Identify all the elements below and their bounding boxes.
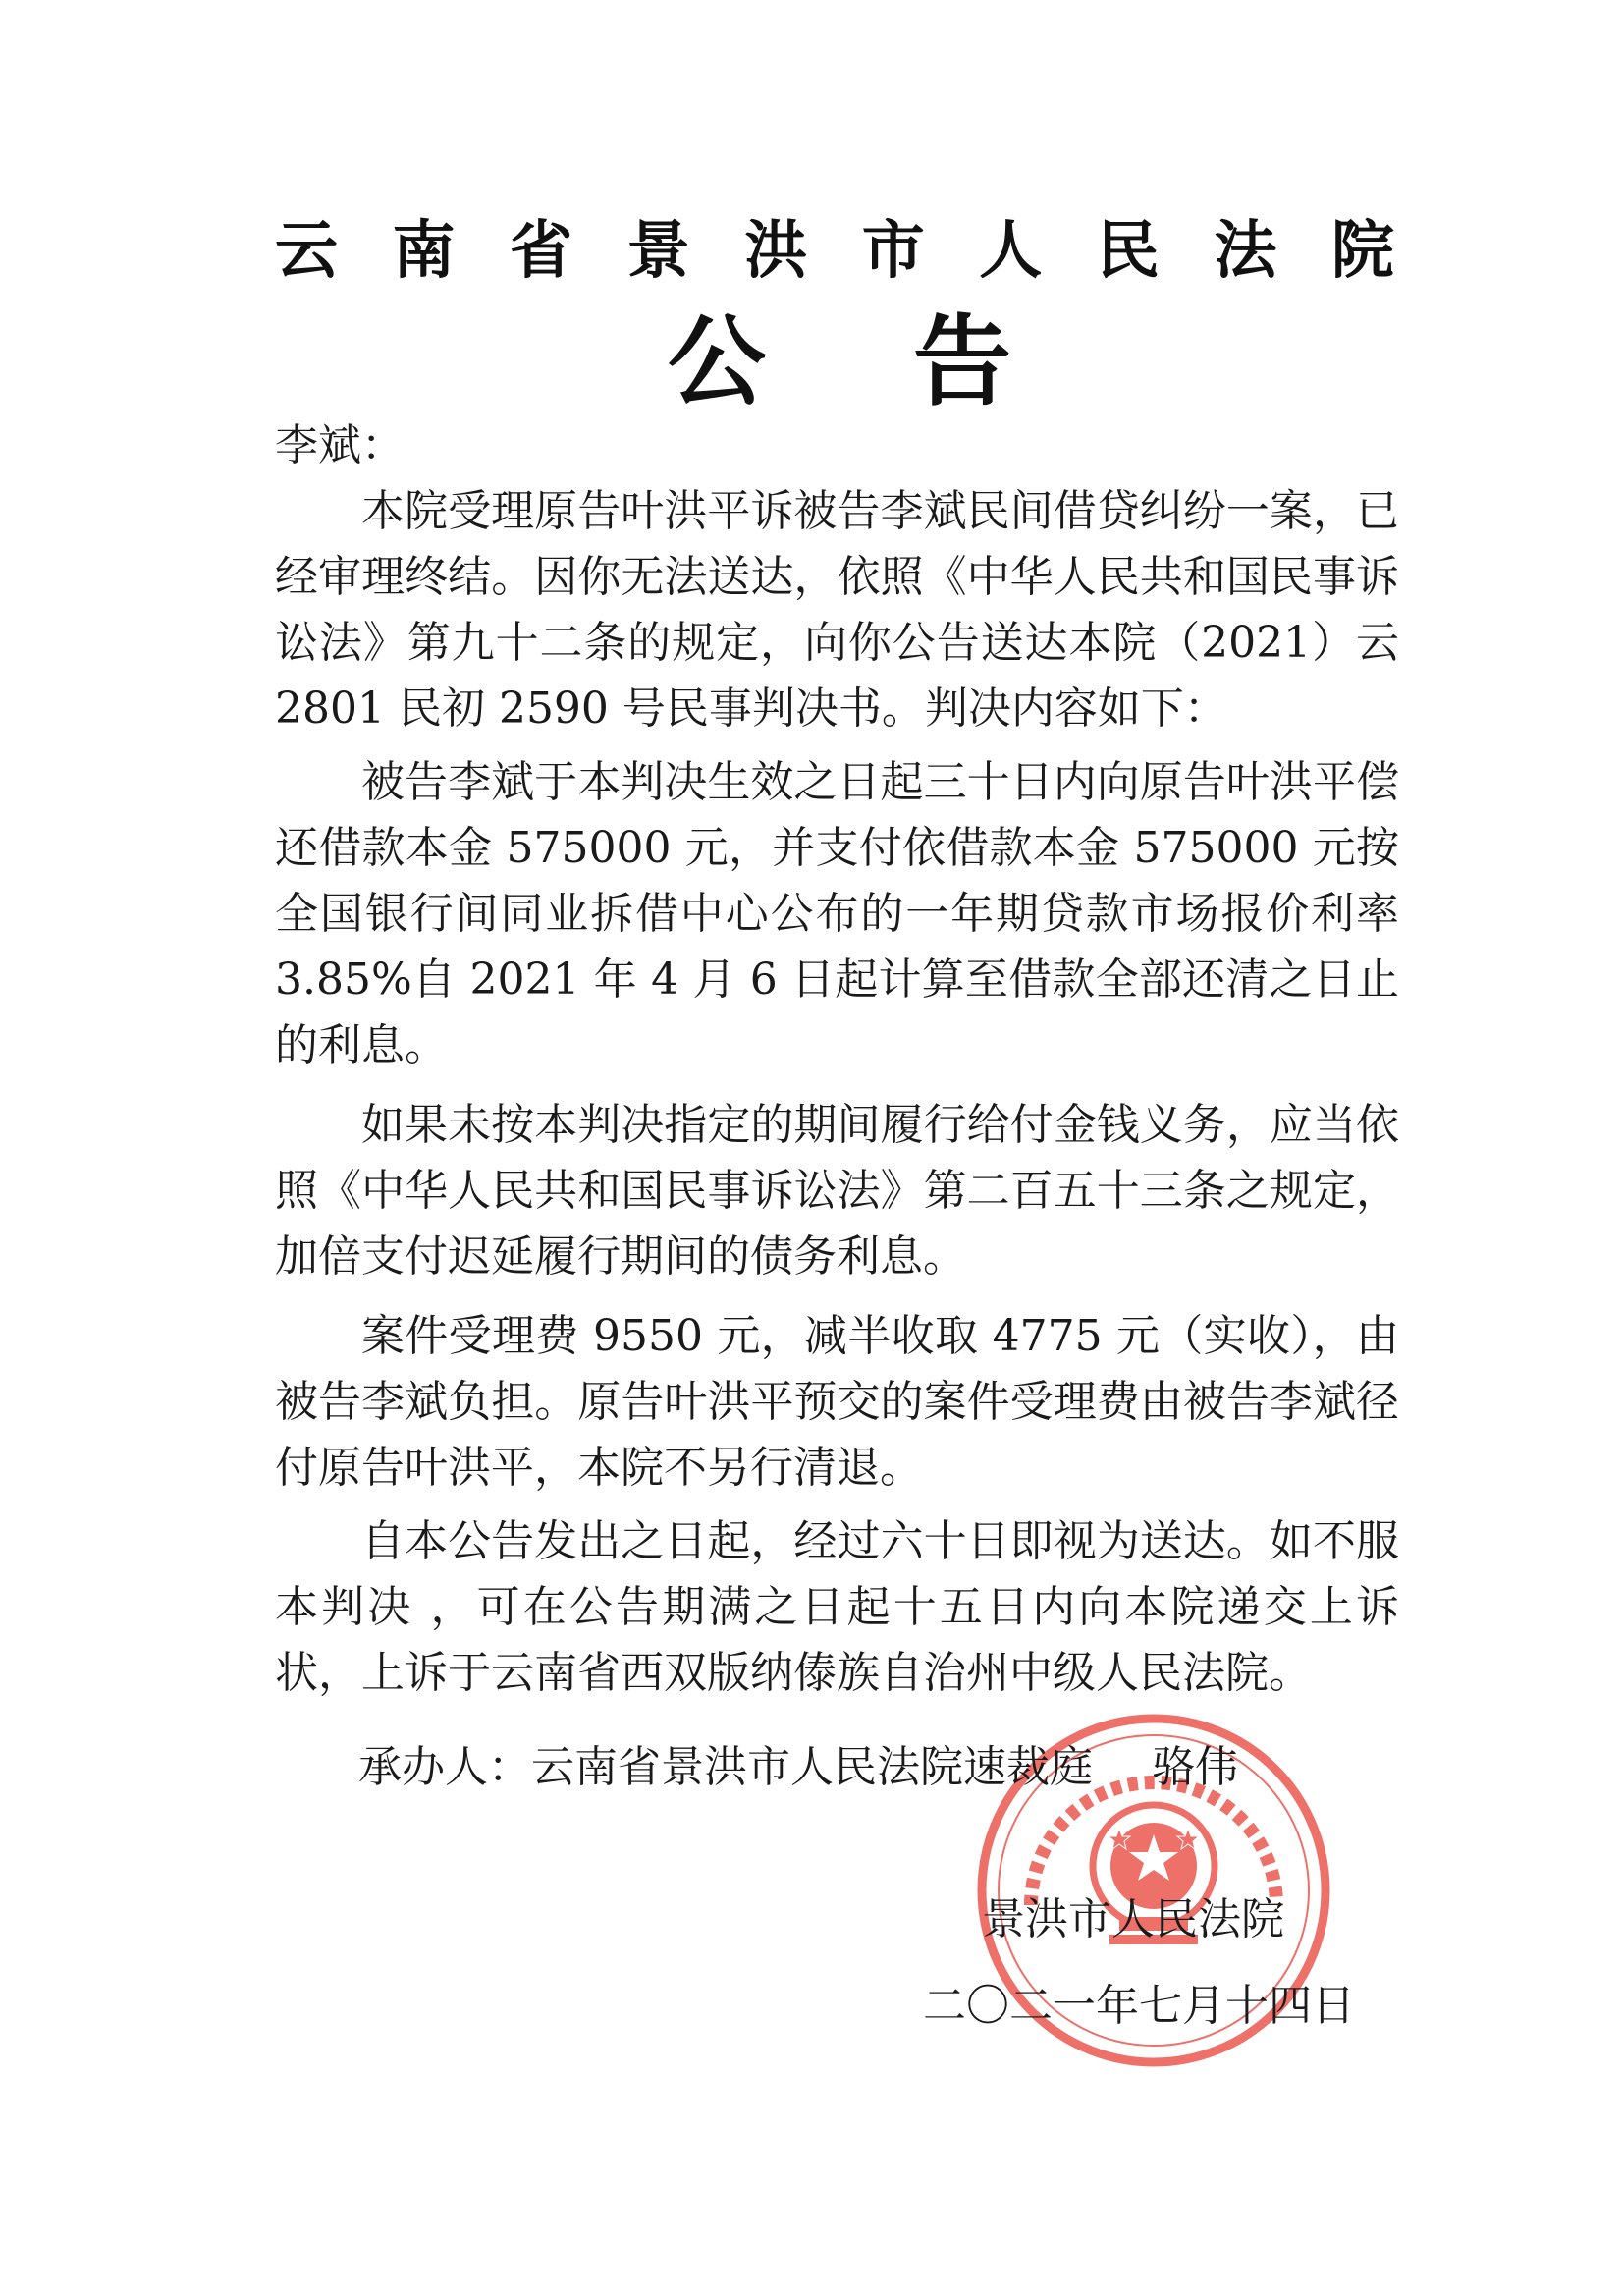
court-name-heading (275, 201, 1394, 290)
court-name-char: 景 (626, 215, 690, 288)
paragraph-judgment: 被告李斌于本判决生效之日起三十日内向原告叶洪平偿还借款本金 575000 元，并支付依借款本金 575000 元按全国银行间同业拆借中心公布的一年期贷款市场报价利率 3.85%自 2021 年 4 月 6 日起计算至借款全部还清之日止的利息。 (275, 757, 1399, 1070)
handler-label: 承办人：云南省景洪市人民法院速裁庭 (358, 1742, 1093, 1792)
paragraph-delay-interest: 如果未按本判决指定的期间履行给付金钱义务，应当依照《中华人民共和国民事诉讼法》第二百五十三条之规定，加倍支付迟延履行期间的债务利息。 (275, 1100, 1399, 1282)
court-name-char: 南 (392, 215, 456, 288)
signoff-court: 景洪市人民法院 (982, 1894, 1284, 1944)
signoff-date: 二〇二一年七月十四日 (923, 1981, 1355, 2031)
notice-body (275, 412, 1399, 1706)
notice-title-char: 公 (668, 304, 766, 419)
court-name-char: 人 (979, 215, 1043, 288)
handler-line (358, 1738, 1340, 1797)
court-name-char: 云 (275, 215, 338, 288)
court-name-char: 院 (1330, 215, 1394, 288)
court-name-char: 省 (510, 215, 573, 288)
handler-name: 骆伟 (1152, 1742, 1238, 1792)
court-name-char: 洪 (744, 215, 808, 288)
court-name-char: 市 (861, 215, 925, 288)
paragraph-court-fee: 案件受理费 9550 元，减半收取 4775 元（实收），由被告李斌负担。原告叶洪平预交的案件受理费由被告李斌径付原告叶洪平，本院不另行清退。 (275, 1311, 1399, 1493)
notice-title (668, 295, 1011, 419)
paragraph-case-intro: 本院受理原告叶洪平诉被告李斌民间借贷纠纷一案，已经审理终结。因你无法送达，依照《中华人民共和国民事诉讼法》第九十二条的规定，向你公告送达本院（2021）云 2801 民初 2590 号民事判决书。判决内容如下： (275, 486, 1399, 734)
paragraph-service-appeal: 自本公告发出之日起，经过六十日即视为送达。如不服本判决 ，可在公告期满之日起十五日内向本院递交上诉状，上诉于云南省西双版纳傣族自治州中级人民法院。 (275, 1516, 1399, 1698)
court-name-char: 民 (1096, 215, 1160, 288)
addressee: 李斌： (275, 420, 405, 470)
notice-title-char: 告 (913, 304, 1011, 419)
court-name-char: 法 (1214, 215, 1277, 288)
